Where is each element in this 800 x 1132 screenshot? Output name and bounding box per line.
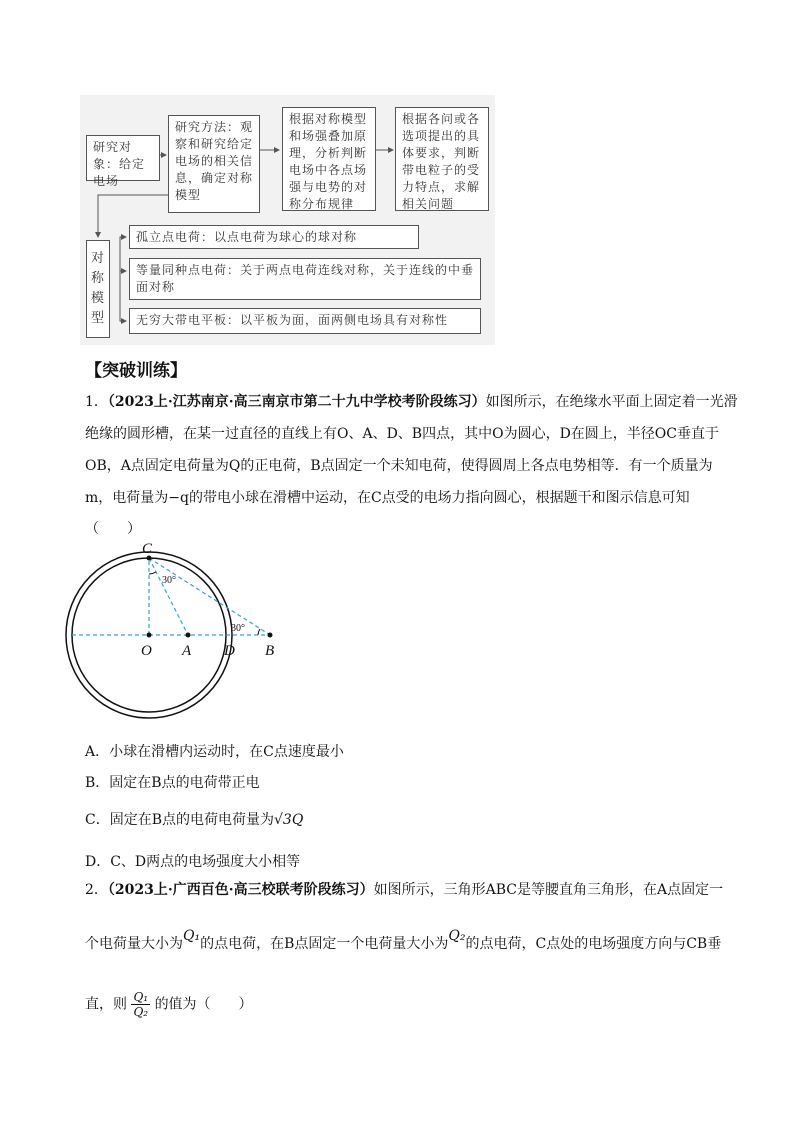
q2-line3-a: 直，则 xyxy=(85,996,127,1013)
angle-arc-c xyxy=(149,572,156,574)
q1-option-c-value: √3Q xyxy=(274,812,304,828)
flow-box-models: 对称模型 xyxy=(86,240,110,338)
flow-model-3: 无穷大带电平板：以平板为面，面两侧电场具有对称性 xyxy=(129,308,481,334)
q1-option-c-text: C．固定在B点的电荷电荷量为 xyxy=(85,812,274,828)
q2-line1-text: 如图所示，三角形ABC是等腰直角三角形，在A点固定一 xyxy=(373,882,724,898)
flow-model-2: 等量同种点电荷：关于两点电荷连线对称，关于连线的中垂面对称 xyxy=(129,258,481,300)
q1-blank: （ ） xyxy=(85,521,141,537)
point-a xyxy=(186,633,191,638)
q1-option-d: D．C、D两点的电场强度大小相等 xyxy=(85,854,301,870)
q1-source: （2023上·江苏南京·高三南京市第二十九中学校考阶段练习） xyxy=(107,394,486,410)
q2-line3 xyxy=(85,990,253,1019)
label-d: D xyxy=(224,643,235,659)
flow-model-1: 孤立点电荷：以点电荷为球心的球对称 xyxy=(129,225,419,249)
q1-line1 xyxy=(85,392,738,412)
q2-fraction-numerator: Q₁ xyxy=(133,990,149,1004)
q2-line2-a: 个电荷量大小为 xyxy=(85,936,183,952)
angle-arc-b xyxy=(258,629,260,635)
q2-line2-c: 的点电荷，C点处的电场强度方向与CB垂 xyxy=(465,936,722,952)
q2-q1-symbol: Q₁ xyxy=(183,928,201,944)
flow-box-solve: 根据各问或各选项提出的具体要求，判断带电粒子的受力特点，求解相关问题 xyxy=(395,107,489,211)
q1-figure xyxy=(60,538,300,728)
q1-option-b: B．固定在B点的电荷带正电 xyxy=(85,775,260,791)
section-heading: 【突破训练】 xyxy=(85,361,187,381)
point-b xyxy=(268,633,273,638)
q1-line1-text: 如图所示，在绝缘水平面上固定着一光滑 xyxy=(485,394,738,410)
point-o xyxy=(147,633,152,638)
q2-fraction-denominator: Q₂ xyxy=(133,1005,149,1019)
flow-box-method: 研究方法：观察和研究给定电场的相关信息，确定对称模型 xyxy=(168,115,260,213)
line-cb xyxy=(149,558,270,635)
q1-option-a: A．小球在滑槽内运动时，在C点速度最小 xyxy=(85,744,344,760)
angle-label-c: 30° xyxy=(162,575,176,586)
q2-line2-b: 的点电荷，在B点固定一个电荷量大小为 xyxy=(200,936,449,952)
angle-label-b: 30° xyxy=(231,623,245,634)
flow-box-object: 研究对象：给定电场 xyxy=(86,135,160,181)
label-o: O xyxy=(141,643,152,659)
q1-line3: OB，A点固定电荷量为Q的正电荷，B点固定一个未知电荷，使得圆周上各点电势相等．有一个质量为 xyxy=(85,458,713,474)
q2-line3-b: 的值为（ ） xyxy=(154,996,253,1013)
label-b: B xyxy=(265,643,275,659)
label-c: C xyxy=(142,541,153,557)
flowchart xyxy=(80,95,495,345)
q1-line2: 绝缘的圆形槽，在某一过直径的直线上有O、A、D、B四点，其中O为圆心，D在圆上，半径OC垂直于 xyxy=(85,426,719,442)
q2-source: （2023上·广西百色·高三校联考阶段练习） xyxy=(107,882,374,898)
label-a: A xyxy=(182,643,192,659)
q2-q2-symbol: Q₂ xyxy=(448,928,466,944)
q1-line4: m，电荷量为−q的带电小球在滑槽中运动，在C点受的电场力指向圆心，根据题干和图示信息可知 xyxy=(85,490,690,506)
flow-box-analysis: 根据对称模型和场强叠加原理，分析判断电场中各点场强与电势的对称分布规律 xyxy=(282,107,376,211)
q2-line2 xyxy=(85,928,722,954)
line-ca xyxy=(149,558,188,635)
q2-number: 2． xyxy=(85,882,108,898)
q1-number: 1． xyxy=(85,394,108,410)
q1-option-c xyxy=(85,810,303,830)
q2-line1 xyxy=(85,880,723,900)
q2-fraction xyxy=(131,990,150,1019)
